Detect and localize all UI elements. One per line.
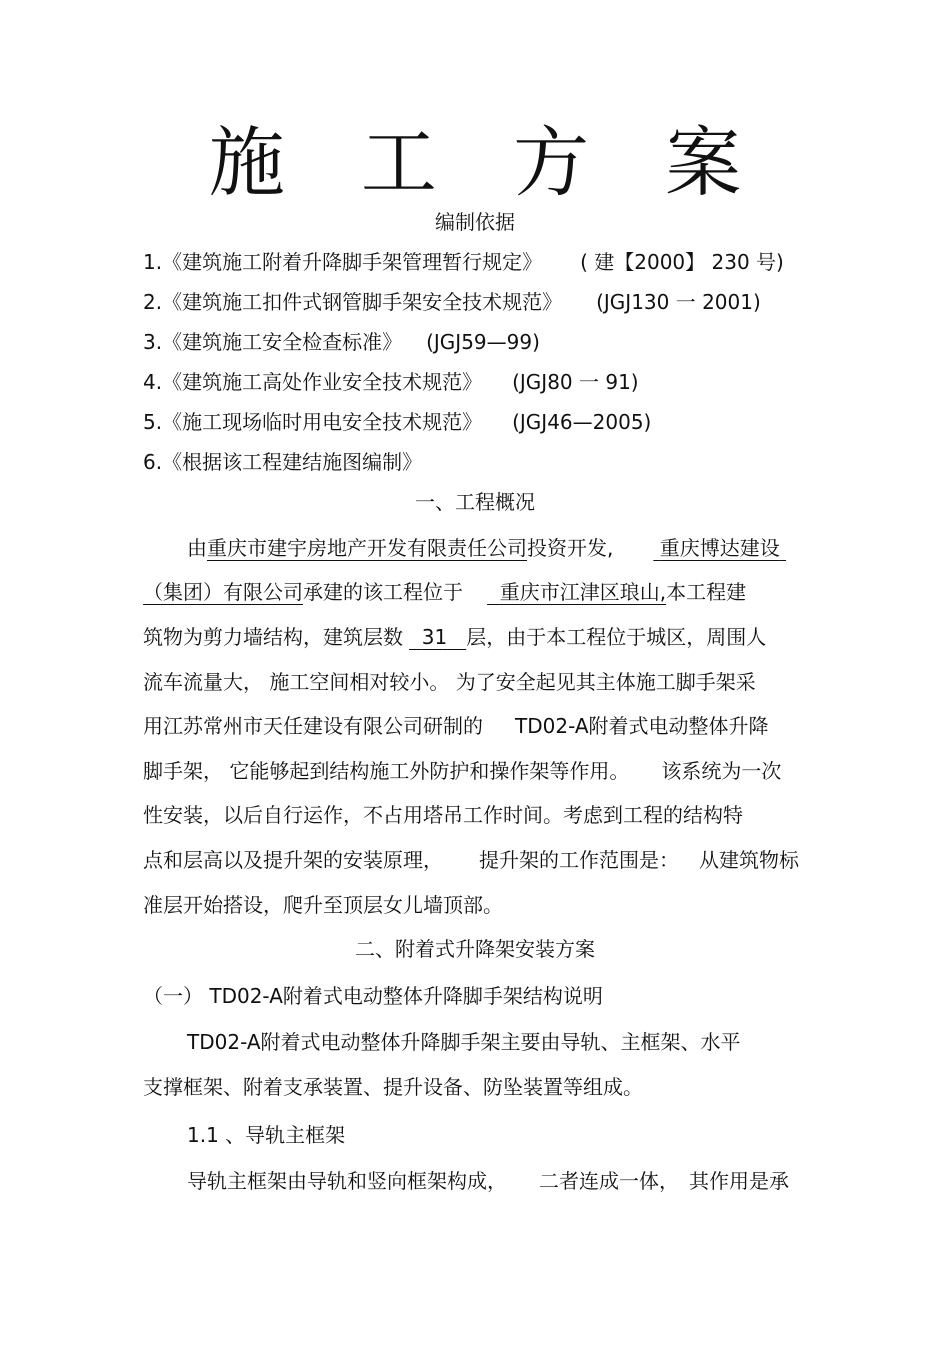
basis-item-1: 1.《建筑施工附着升降脚手架管理暂行规定》 ( 建【2000】 230 号) — [143, 250, 784, 274]
section-2-sub-1-1: 1.1 、导轨主框架 — [187, 1123, 346, 1147]
structure-line-1: TD02-A附着式电动整体升降脚手架主要由导轨、主框架、水平 — [187, 1030, 741, 1054]
basis-item-4: 4.《建筑施工高处作业安全技术规范》 (JGJ80 一 91) — [143, 370, 639, 394]
overview-line-3: 筑物为剪力墙结构，建筑层数 31 层，由于本工程位于城区，周围人 — [143, 625, 767, 649]
basis-heading: 编制依据 — [435, 210, 515, 234]
investor-name: 重庆市建宇房地产开发有限责任公司 — [207, 536, 527, 560]
section-2-sub-1: （一） TD02-A附着式电动整体升降脚手架结构说明 — [143, 984, 603, 1008]
section-2-heading: 二、附着式升降架安装方案 — [355, 937, 595, 961]
section-1-heading: 一、工程概况 — [415, 490, 535, 514]
basis-item-5: 5.《施工现场临时用电安全技术规范》 (JGJ46—2005) — [143, 410, 652, 434]
builder-name: 重庆博达建设 — [659, 536, 780, 560]
basis-item-2: 2.《建筑施工扣件式钢管脚手架安全技术规范》 (JGJ130 一 2001) — [143, 290, 761, 314]
overview-line-8: 点和层高以及提升架的安装原理， 提升架的工作范围是： 从建筑物标 — [143, 848, 799, 872]
overview-line-4: 流车流量大， 施工空间相对较小。 为了安全起见其主体施工脚手架采 — [143, 670, 756, 694]
structure-line-2: 支撑框架、附着支承装置、提升设备、防坠装置等组成。 — [143, 1075, 643, 1099]
basis-item-6: 6.《根据该工程建结施图编制》 — [143, 450, 423, 474]
overview-line-9: 准层开始搭设，爬升至顶层女儿墙顶部。 — [143, 893, 503, 917]
frame-line-1: 导轨主框架由导轨和竖向框架构成， 二者连成一体， 其作用是承 — [187, 1169, 789, 1193]
overview-line-1: 由重庆市建宇房地产开发有限责任公司投资开发, 重庆博达建设 — [187, 536, 786, 560]
overview-line-7: 性安装，以后自行运作，不占用塔吊工作时间。考虑到工程的结构特 — [143, 803, 743, 827]
overview-line-2: （集团）有限公司承建的该工程位于 重庆市江津区琅山,本工程建 — [143, 580, 747, 604]
floor-count: 31 — [421, 625, 448, 649]
project-location: 重庆市江津区琅山, — [499, 580, 667, 604]
overview-line-5: 用江苏常州市天任建设有限公司研制的 TD02-A附着式电动整体升降 — [143, 714, 769, 738]
basis-item-3: 3.《建筑施工安全检查标准》 (JGJ59—99) — [143, 330, 540, 354]
document-title: 施 工 方 案 — [208, 118, 768, 207]
overview-line-6: 脚手架， 它能够起到结构施工外防护和操作架等作用。 该系统为一次 — [143, 759, 782, 783]
